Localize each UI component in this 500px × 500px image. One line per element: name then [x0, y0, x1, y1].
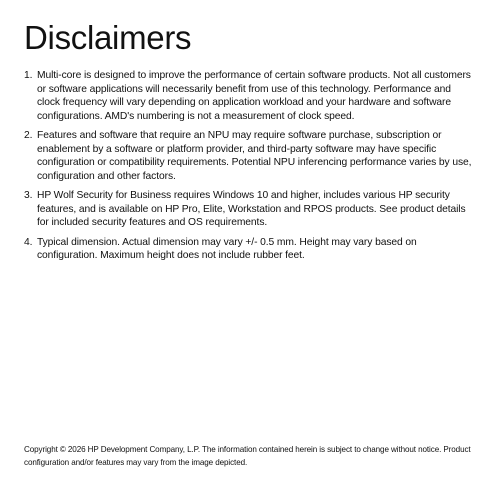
disclaimer-item: [24, 69, 476, 123]
disclaimer-item: [24, 129, 476, 183]
page-title: Disclaimers: [24, 19, 192, 56]
disclaimer-text: Typical dimension. Actual dimension may vary +/- 0.5 mm. Height may vary based on configuration. Maximum height does not include rubber feet.: [37, 236, 417, 261]
disclaimer-item: [24, 236, 476, 263]
disclaimer-number: 4.: [24, 236, 33, 248]
disclaimer-number: 1.: [24, 70, 33, 81]
disclaimer-number: 2.: [24, 130, 33, 141]
disclaimer-number: 3.: [24, 190, 33, 201]
disclaimer-item: [24, 189, 476, 230]
disclaimer-list: [24, 69, 476, 269]
disclaimer-text: Multi-core is designed to improve the performance of certain software products. Not all customers or software applications will necessarily benefit from use of this technology. Performance and clock frequency will vary depending on application workload and your hardware and software configurations. AMD's numbering is not a measurement of clock speed.: [37, 70, 471, 122]
disclaimer-text: Features and software that require an NPU may require software purchase, subscription or enablement by a software or platform provider, and third-party software may have specific configuration or compatibility requirements. Potential NPU inferencing performance varies by use, configuration and other factors.: [37, 130, 472, 182]
disclaimer-text: HP Wolf Security for Business requires Windows 10 and higher, includes various HP security features, and is available on HP Pro, Elite, Workstation and RPOS products. See product details for included security features and OS requirements.: [37, 190, 466, 228]
copyright-footer: Copyright © 2026 HP Development Company, L.P. The information contained herein is subject to change without notice. Product configuration and/or features may vary from the image depicted.: [24, 445, 471, 467]
